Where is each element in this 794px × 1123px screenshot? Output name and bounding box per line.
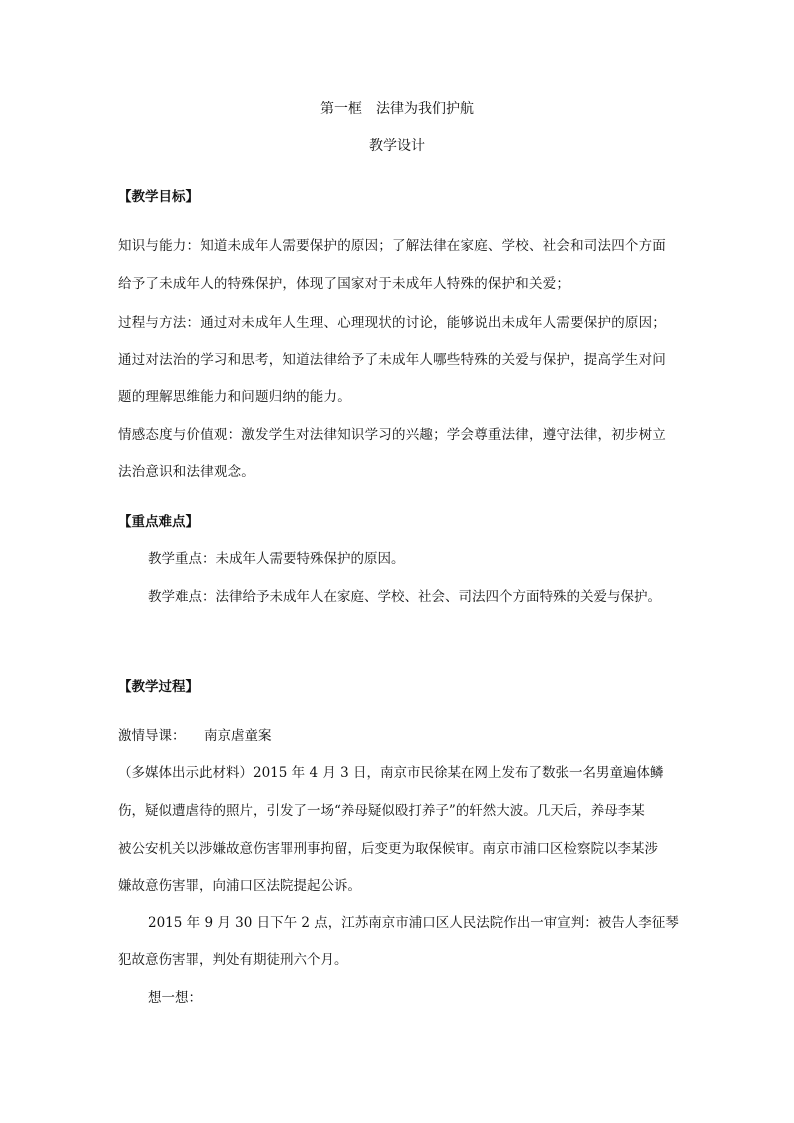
section-heading-process: 【教学过程】 — [118, 679, 199, 695]
case-paragraph-line: （多媒体出示此材料）2015 年 4 月 3 日，南京市民徐某在网上发布了数张一名男童遍体鳞 — [118, 765, 664, 781]
verdict-paragraph-line: 犯故意伤害罪，判处有期徒刑六个月。 — [118, 952, 348, 968]
objectives-line: 知识与能力：知道未成年人需要保护的原因；了解法律在家庭、学校、社会和司法四个方面 — [118, 238, 666, 254]
key-point: 教学重点：未成年人需要特殊保护的原因。 — [148, 551, 405, 567]
objectives-line: 过程与方法：通过对未成年人生理、心理现状的讨论，能够说出未成年人需要保护的原因； — [118, 315, 666, 331]
case-paragraph-line: 被公安机关以涉嫌故意伤害罪刑事拘留，后变更为取保候审。南京市浦口区检察院以李某涉 — [118, 841, 658, 857]
objectives-line: 法治意识和法律观念。 — [118, 464, 255, 480]
think-prompt: 想一想： — [148, 990, 202, 1006]
difficult-point: 教学难点：法律给予未成年人在家庭、学校、社会、司法四个方面特殊的关爱与保护。 — [148, 589, 661, 605]
objectives-line: 情感态度与价值观：激发学生对法律知识学习的兴趣；学会尊重法律，遵守法律，初步树立 — [118, 427, 666, 443]
verdict-paragraph-line: 2015 年 9 月 30 日下午 2 点，江苏南京市浦口区人民法院作出一审宣判：被告人李征琴 — [148, 915, 679, 931]
objectives-line: 题的理解思维能力和问题归纳的能力。 — [118, 389, 351, 405]
intro-case-title: 南京虐童案 — [204, 728, 272, 744]
case-paragraph-line: 嫌故意伤害罪，向浦口区法院提起公诉。 — [118, 878, 361, 894]
case-paragraph-line: 伤，疑似遭虐待的照片，引发了一场“养母疑似殴打养子”的轩然大波。几天后，养母李某 — [118, 803, 645, 819]
document-title: 第一框 法律为我们护航 — [320, 101, 474, 117]
intro-label: 激情导课： — [118, 728, 186, 744]
objectives-line: 给予了未成年人的特殊保护，体现了国家对于未成年人特殊的保护和关爱； — [118, 276, 571, 292]
section-heading-keypoints: 【重点难点】 — [118, 514, 199, 530]
section-heading-objectives: 【教学目标】 — [118, 189, 199, 205]
objectives-line: 通过对法治的学习和思考，知道法律给予了未成年人哪些特殊的关爱与保护，提高学生对问 — [118, 352, 666, 368]
document-subtitle: 教学设计 — [369, 138, 425, 154]
